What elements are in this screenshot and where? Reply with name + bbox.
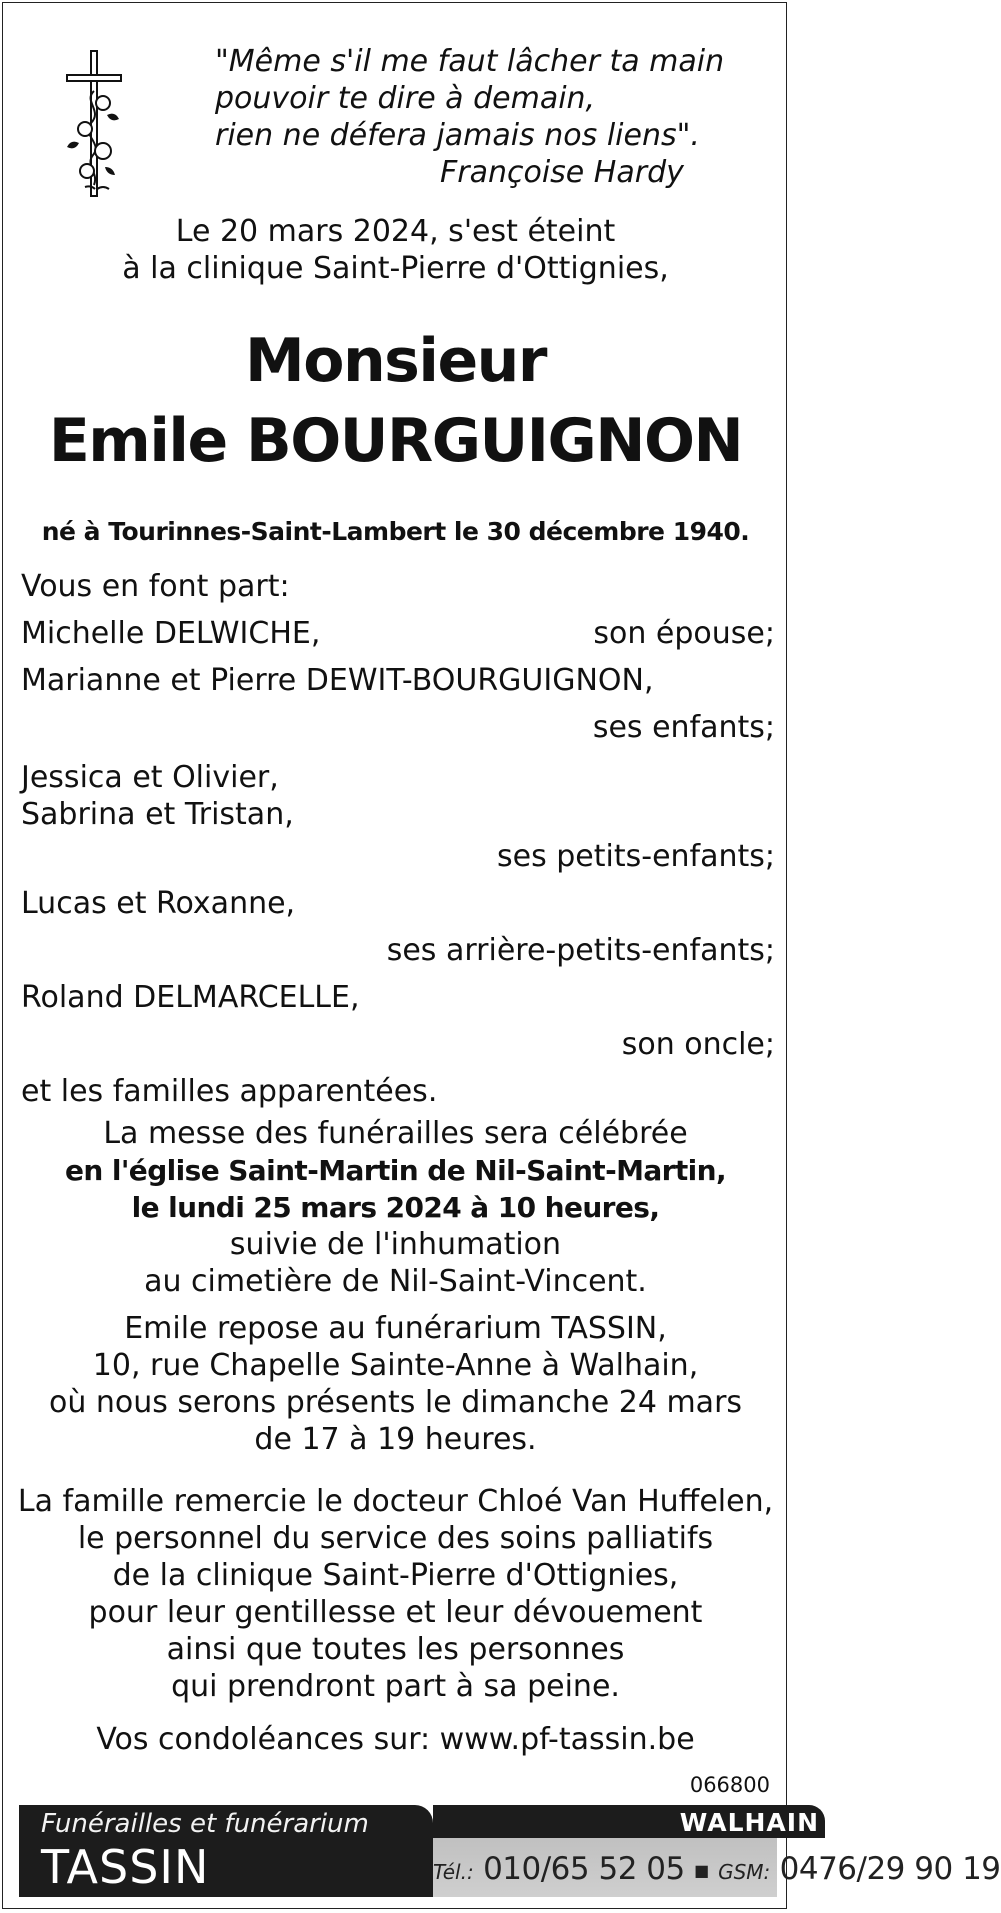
relation-label: son oncle; — [621, 1027, 775, 1062]
quote-line: pouvoir te dire à demain, — [215, 81, 596, 116]
death-date-line: Le 20 mars 2024, s'est éteint — [175, 214, 616, 249]
death-place-line: à la clinique Saint-Pierre d'Ottignies, — [122, 251, 669, 286]
relation-label: ses arrière-petits-enfants; — [386, 933, 775, 968]
list-item — [21, 927, 775, 974]
list-item — [21, 796, 775, 833]
thanks-line: qui prendront part à sa peine. — [171, 1669, 620, 1704]
list-item — [21, 657, 775, 704]
list-item — [21, 833, 775, 880]
honorific: Monsieur — [245, 326, 546, 396]
deceased-name — [3, 321, 788, 481]
banner-phones — [433, 1851, 1001, 1887]
quote-line: rien ne défera jamais nos liens". — [215, 118, 700, 153]
list-item — [21, 610, 775, 657]
cross-with-roses-icon — [63, 51, 125, 196]
tel-number[interactable]: 010/65 52 05 — [483, 1851, 685, 1887]
funeral-home-banner — [19, 1805, 1001, 1897]
mass-datetime: le lundi 25 mars 2024 à 10 heures, — [131, 1191, 660, 1224]
list-item — [21, 974, 775, 1021]
thanks-line: La famille remercie le docteur Chloé Van Huffelen, — [17, 1484, 774, 1519]
visitation-line: Emile repose au funérarium TASSIN, — [124, 1311, 667, 1346]
thanks-line: ainsi que toutes les personnes — [166, 1632, 625, 1667]
visitation-line: où nous serons présents le dimanche 24 mars — [48, 1385, 743, 1420]
list-item — [21, 563, 775, 610]
mass-line: suivie de l'inhumation — [229, 1227, 562, 1262]
relation-label: ses petits-enfants; — [497, 839, 775, 874]
list-item — [21, 880, 775, 927]
reference-number: 066800 — [689, 1773, 770, 1797]
full-name: Emile BOURGUIGNON — [48, 406, 743, 476]
funeral-mass-info — [3, 1115, 788, 1300]
banner-dark-panel — [19, 1805, 433, 1897]
birth-info: né à Tourinnes-Saint-Lambert le 30 décembre 1940. — [41, 517, 750, 546]
relative-name: Sabrina et Tristan, — [21, 797, 294, 832]
relative-name: Roland DELMARCELLE, — [21, 980, 360, 1015]
gsm-number[interactable]: 0476/29 90 19 — [779, 1851, 1001, 1887]
epigraph-quote — [215, 43, 755, 191]
thanks-line: le personnel du service des soins palliatifs — [77, 1521, 714, 1556]
list-item — [21, 759, 775, 796]
obituary-notice — [2, 2, 1001, 1909]
death-announcement — [3, 213, 788, 287]
family-list — [21, 563, 775, 1115]
tel-label: Tél.: — [433, 1860, 474, 1884]
quote-author: Françoise Hardy — [440, 155, 684, 190]
acknowledgements — [3, 1483, 788, 1705]
relative-name: Jessica et Olivier, — [21, 760, 279, 795]
banner-city: WALHAIN — [679, 1808, 819, 1837]
relation-label: son épouse; — [593, 616, 775, 651]
mass-line: au cimetière de Nil-Saint-Vincent. — [144, 1264, 647, 1299]
relative-name: Michelle DELWICHE, — [21, 616, 321, 651]
family-closing: et les familles apparentées. — [21, 1074, 438, 1109]
thanks-line: pour leur gentillesse et leur dévouement — [88, 1595, 703, 1630]
list-item — [21, 704, 775, 751]
relation-label: ses enfants; — [592, 710, 775, 745]
condolences-link[interactable]: Vos condoléances sur: www.pf-tassin.be — [96, 1722, 695, 1757]
quote-line: "Même s'il me faut lâcher ta main — [215, 44, 725, 79]
mass-location: en l'église Saint-Martin de Nil-Saint-Martin, — [64, 1154, 727, 1187]
visitation-hours: de 17 à 19 heures. — [254, 1422, 537, 1457]
separator-icon: ■ — [694, 1861, 709, 1880]
list-item — [21, 1068, 775, 1115]
banner-contact-panel — [433, 1805, 1001, 1897]
banner-subtitle: Funérailles et funérarium — [41, 1809, 369, 1839]
relative-name: Lucas et Roxanne, — [21, 886, 296, 921]
gsm-label: GSM: — [718, 1860, 771, 1884]
thanks-line: de la clinique Saint-Pierre d'Ottignies, — [112, 1558, 679, 1593]
visitation-address: 10, rue Chapelle Sainte-Anne à Walhain, — [92, 1348, 699, 1383]
banner-brand: TASSIN — [41, 1840, 210, 1894]
mass-line: La messe des funérailles sera célébrée — [103, 1116, 688, 1151]
family-heading: Vous en font part: — [21, 569, 290, 604]
list-item — [21, 1021, 775, 1068]
relative-name: Marianne et Pierre DEWIT-BOURGUIGNON, — [21, 663, 654, 698]
visitation-info — [3, 1310, 788, 1458]
